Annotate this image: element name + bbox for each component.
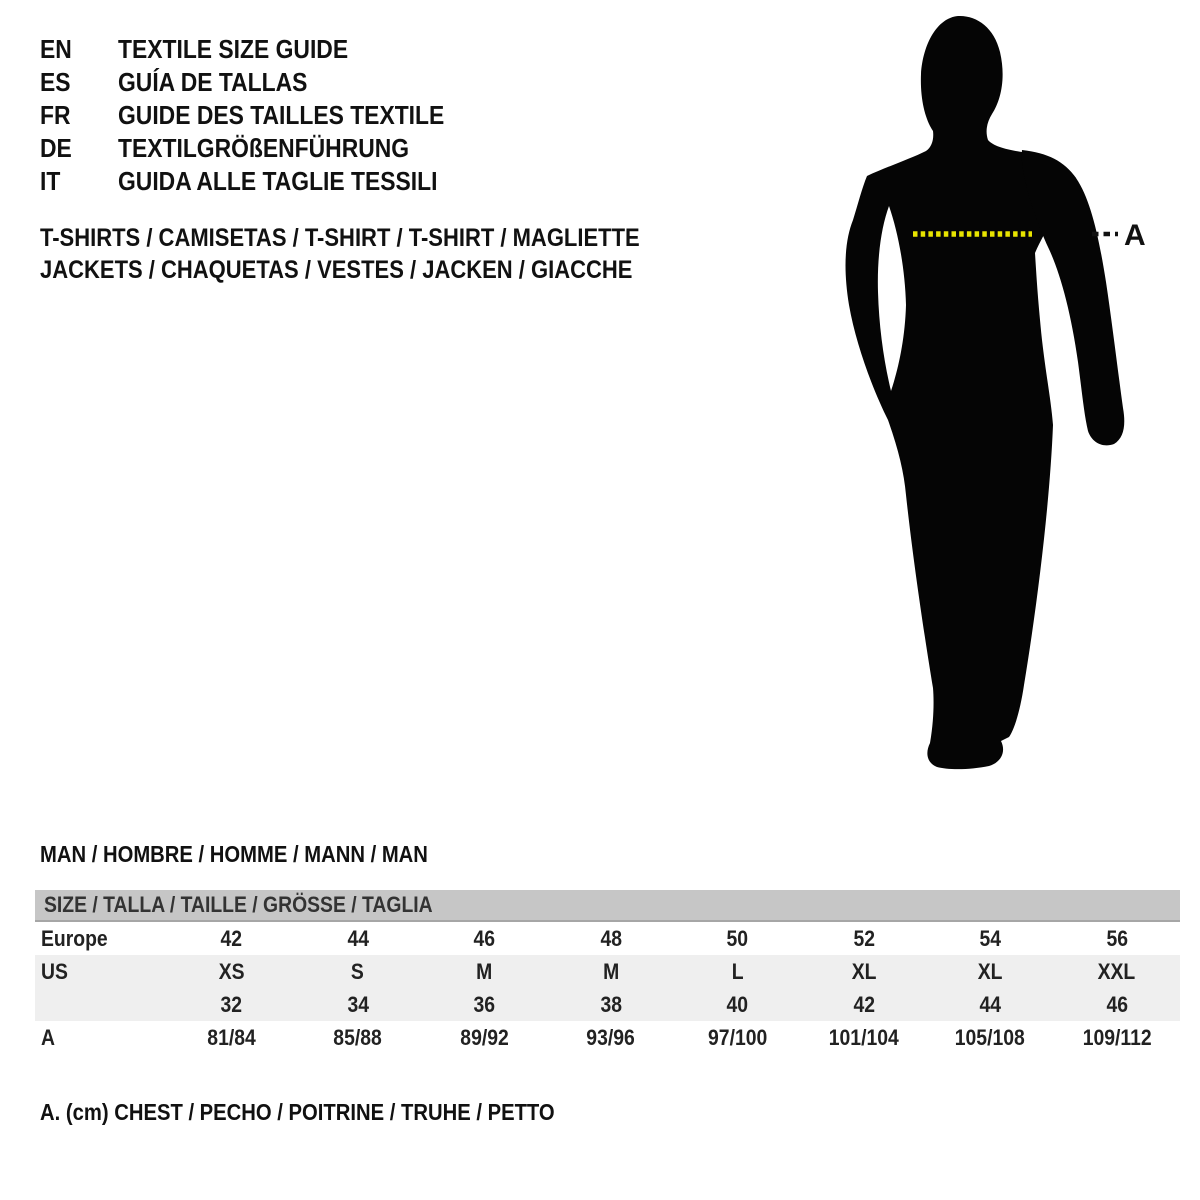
language-code: ES — [40, 67, 71, 97]
size-cell: 42 — [852, 992, 875, 1017]
size-cell: 52 — [852, 926, 875, 951]
row-label — [35, 988, 168, 1021]
size-cell: 38 — [599, 992, 622, 1017]
size-cell: 105/108 — [955, 1025, 1026, 1050]
size-table — [35, 890, 1180, 1054]
language-code: IT — [40, 166, 61, 196]
size-cell: 44 — [979, 992, 1002, 1017]
size-cell: 85/88 — [333, 1025, 382, 1050]
size-cell: 109/112 — [1082, 1025, 1152, 1050]
size-cell: 32 — [220, 992, 243, 1017]
language-code: EN — [40, 34, 72, 64]
size-cell: 42 — [220, 926, 243, 951]
measurement-footnote: A. (cm) CHEST / PECHO / POITRINE / TRUHE / PETTO — [40, 1099, 555, 1125]
size-cell: 81/84 — [207, 1025, 256, 1050]
language-title: TEXTILE SIZE GUIDE — [118, 34, 349, 64]
table-row-europe — [35, 922, 1180, 955]
table-row-numeric — [35, 988, 1180, 1021]
table-row-chest — [35, 1021, 1180, 1054]
section-title: MAN / HOMBRE / HOMME / MANN / MAN — [40, 841, 428, 867]
size-cell: 89/92 — [460, 1025, 509, 1050]
language-title: GUIDE DES TAILLES TEXTILE — [118, 100, 445, 130]
size-cell: 56 — [1105, 926, 1128, 951]
table-row-us — [35, 955, 1180, 988]
category-line: JACKETS / CHAQUETAS / VESTES / JACKEN / GIACCHE — [40, 256, 633, 284]
size-table-header: SIZE / TALLA / TAILLE / GRÖSSE / TAGLIA — [35, 890, 1180, 922]
size-cell: S — [351, 959, 365, 984]
size-cell: 50 — [726, 926, 749, 951]
size-cell: 101/104 — [828, 1025, 899, 1050]
size-cell: XS — [218, 959, 245, 984]
size-cell: XL — [851, 959, 877, 984]
category-line: T-SHIRTS / CAMISETAS / T-SHIRT / T-SHIRT / MAGLIETTE — [40, 224, 640, 252]
size-cell: M — [602, 959, 619, 984]
size-cell: L — [731, 959, 744, 984]
man-silhouette-body — [846, 16, 1076, 769]
language-title: TEXTILGRÖßENFÜHRUNG — [118, 133, 410, 163]
size-cell: 34 — [346, 992, 369, 1017]
chest-marker-label: A — [1124, 219, 1146, 252]
language-code: FR — [40, 100, 71, 130]
size-cell: 40 — [726, 992, 749, 1017]
size-cell: 46 — [1105, 992, 1128, 1017]
size-cell: 36 — [473, 992, 496, 1017]
size-cell: 44 — [346, 926, 369, 951]
size-cell: 97/100 — [707, 1025, 767, 1050]
size-cell: M — [476, 959, 493, 984]
size-cell: 54 — [979, 926, 1002, 951]
language-title: GUÍA DE TALLAS — [118, 67, 308, 97]
row-label: US — [41, 959, 68, 984]
size-cell: 48 — [599, 926, 622, 951]
size-cell: XL — [977, 959, 1003, 984]
size-cell: 46 — [473, 926, 496, 951]
size-cell: XXL — [1097, 959, 1136, 984]
language-title: GUIDA ALLE TAGLIE TESSILI — [118, 166, 438, 196]
row-label: Europe — [41, 926, 108, 951]
size-cell: 93/96 — [586, 1025, 635, 1050]
row-label: A — [41, 1025, 55, 1050]
language-code: DE — [40, 133, 72, 163]
